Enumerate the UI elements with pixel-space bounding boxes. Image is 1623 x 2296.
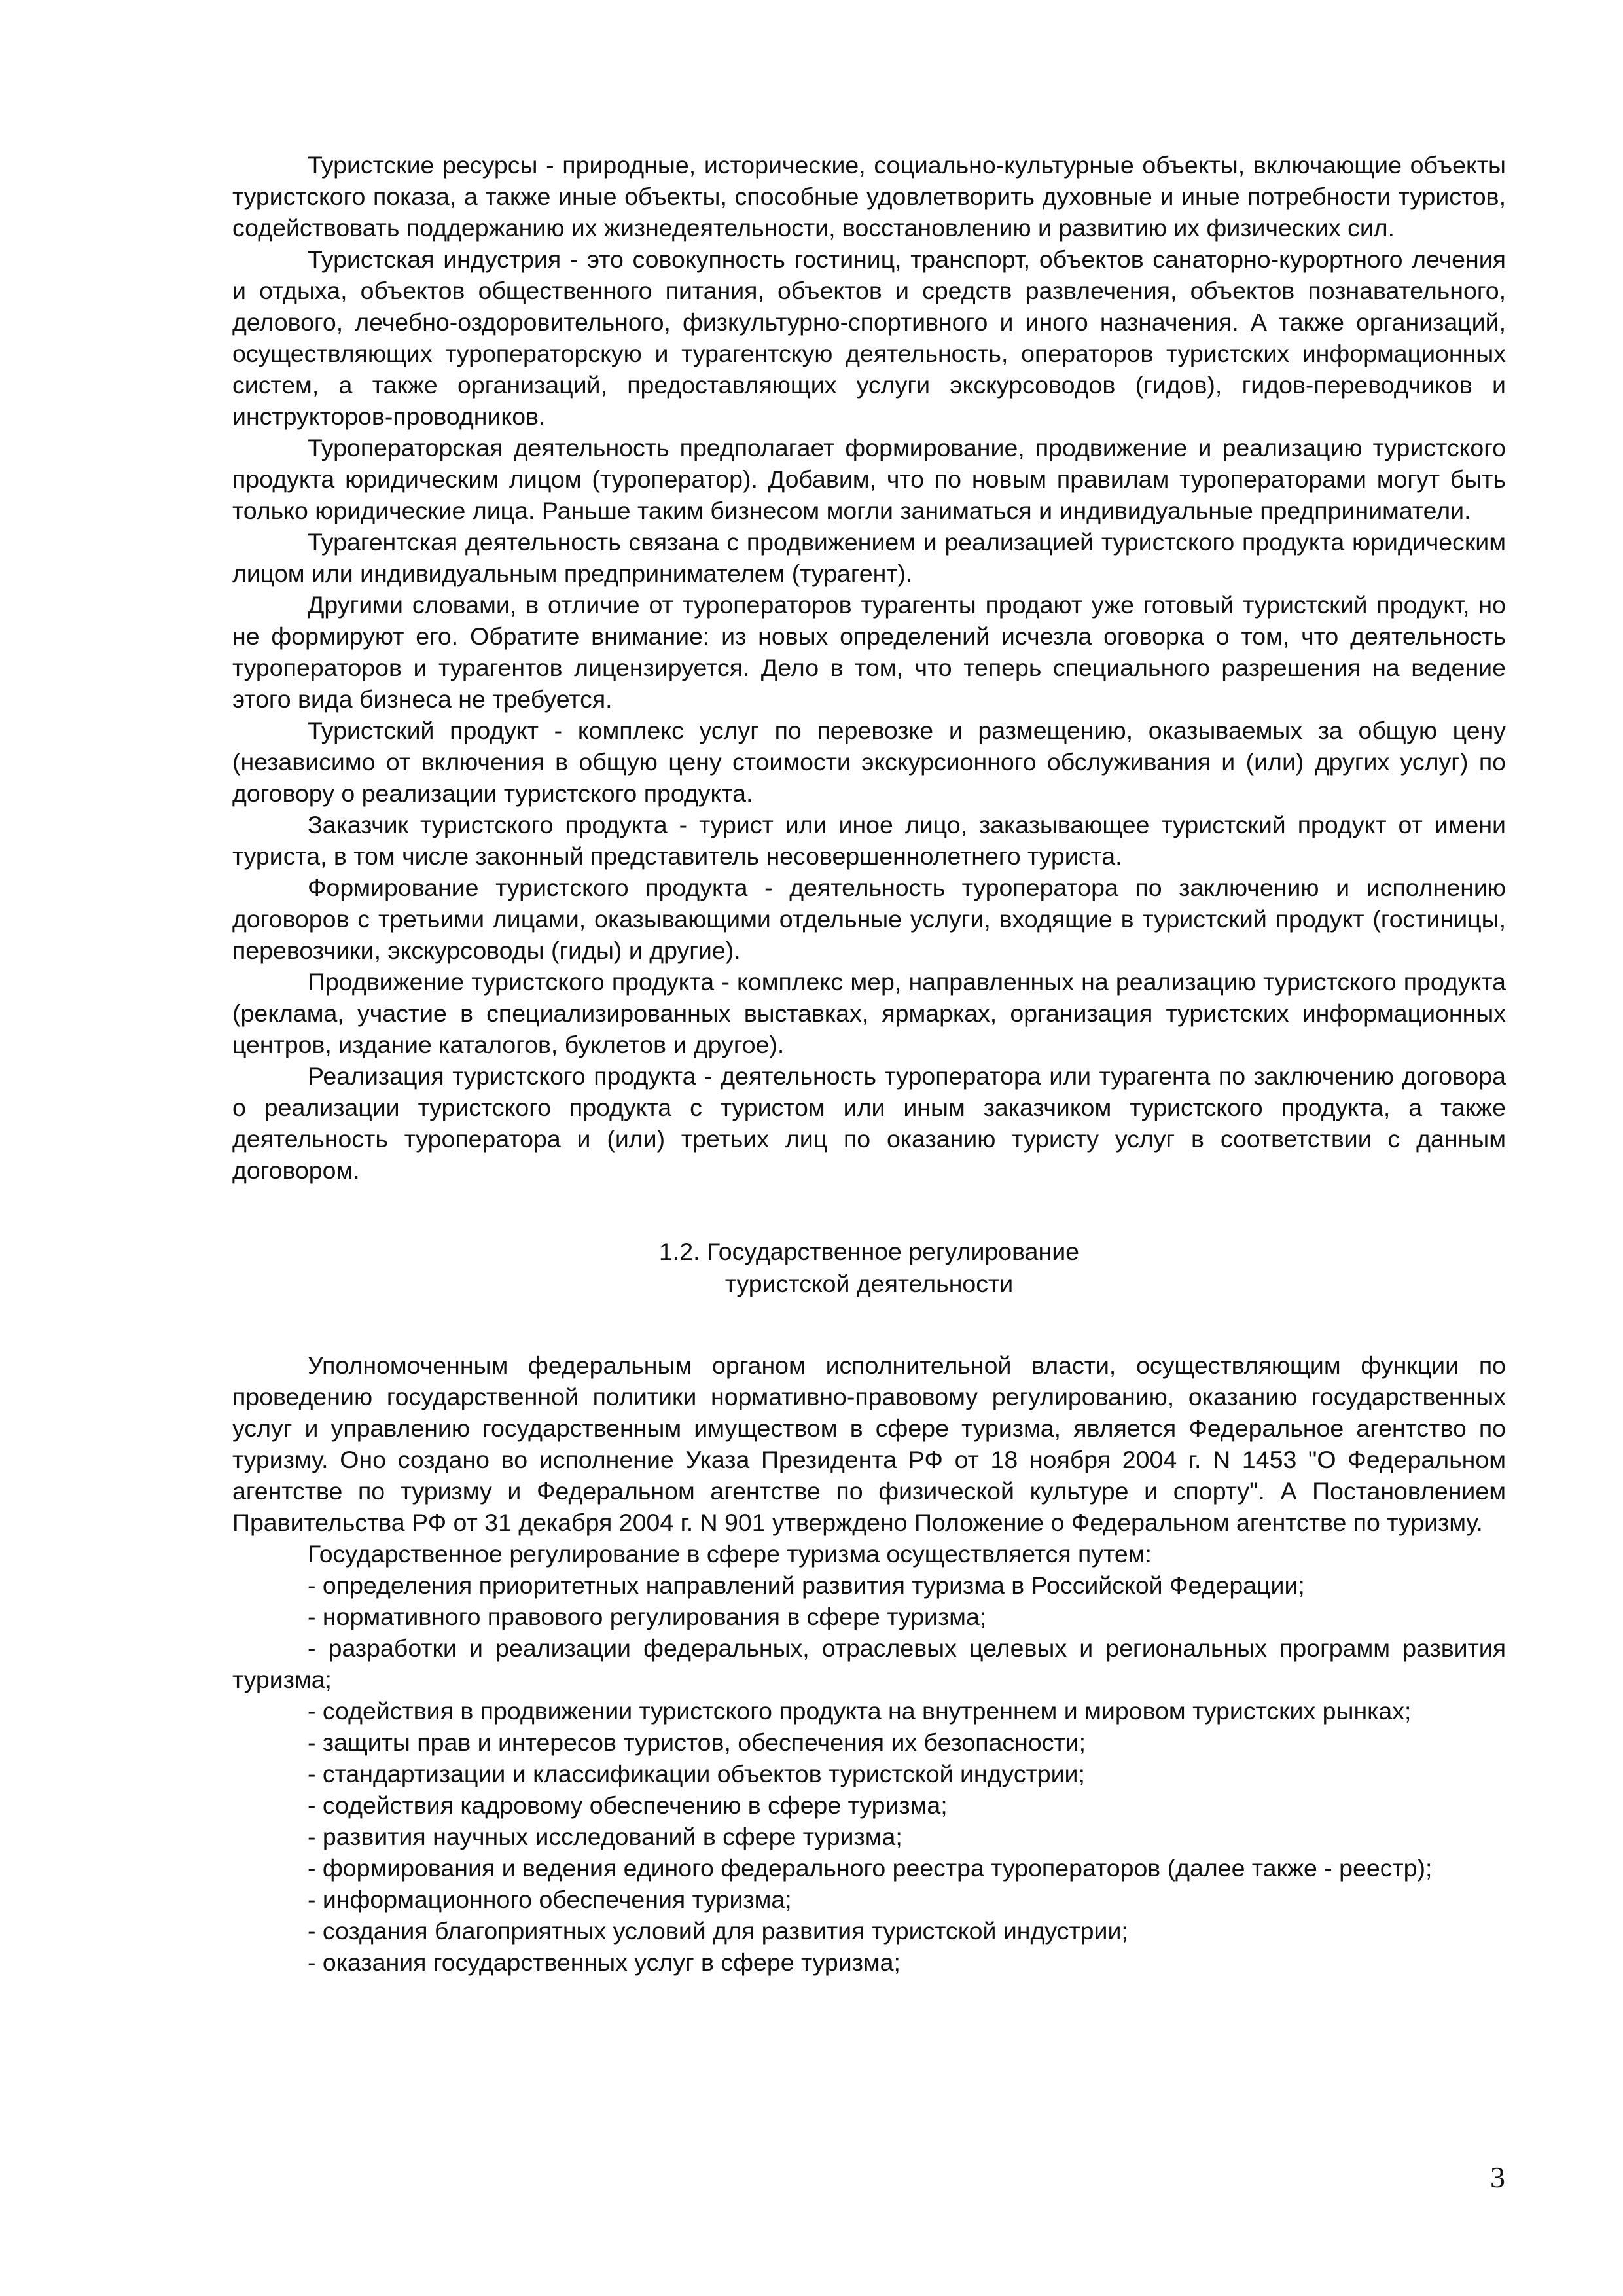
- paragraph-product-formation: Формирование туристского продукта - деятельность туроператора по заключению и исполнению договоров с третьими лицами, оказывающими отдельные услуги, входящие в туристский продукт (гостиницы, перевозчики, экскурсоводы (гиды) и другие).: [232, 874, 1506, 964]
- list-item: - информационного обеспечения туризма;: [308, 1886, 792, 1913]
- list-item: - разработки и реализации федеральных, отраслевых целевых и региональных программ развития туризма;: [232, 1634, 1506, 1693]
- list-item: - содействия в продвижении туристского продукта на внутреннем и мировом туристских рынках;: [308, 1697, 1412, 1725]
- section-heading-line-2: туристской деятельности: [724, 1270, 1014, 1297]
- list-item: - создания благоприятных условий для развития туристской индустрии;: [308, 1917, 1128, 1945]
- page-number: 3: [1490, 2161, 1505, 2194]
- paragraph-product-customer: Заказчик туристского продукта - турист или иное лицо, заказывающее туристский продукт от имени туриста, в том числе законный представитель несовершеннолетнего туриста.: [232, 811, 1506, 870]
- list-item: - содействия кадровому обеспечению в сфере туризма;: [308, 1791, 948, 1819]
- paragraph-tourist-resources: Туристские ресурсы - природные, исторические, социально-культурные объекты, включающие объекты туристского показа, а также иные объекты, способные удовлетворить духовные и иные потребности туристов, содействовать поддержанию их жизнедеятельности, восстановлению и развитию их физических сил.: [232, 151, 1506, 242]
- paragraph-tour-operator-activity: Туроператорская деятельность предполагает формирование, продвижение и реализацию туристского продукта юридическим лицом (туроператор). Добавим, что по новым правилам туроператорами могут быть только юридические лица. Раньше таким бизнесом могли заниматься и индивидуальные предприниматели.: [232, 434, 1506, 524]
- list-item: - формирования и ведения единого федерального реестра туроператоров (далее также - реестр);: [308, 1854, 1433, 1882]
- body-text-top: [232, 149, 1506, 1186]
- list-item: - оказания государственных услуг в сфере туризма;: [308, 1948, 901, 1976]
- regulation-list: [232, 1570, 1506, 1978]
- section-heading: [232, 1236, 1506, 1300]
- section-heading-line-1: 1.2. Государственное регулирование: [658, 1238, 1080, 1265]
- list-item: - защиты прав и интересов туристов, обеспечения их безопасности;: [308, 1729, 1086, 1756]
- list-item: - нормативного правового регулирования в сфере туризма;: [308, 1603, 987, 1630]
- body-text-bottom: [232, 1350, 1506, 1570]
- paragraph-tourist-product: Туристский продукт - комплекс услуг по перевозке и размещению, оказываемых за общую цену (независимо от включения в общую цену стоимости экскурсионного обслуживания и (или) других услуг) по договору о реализации туристского продукта.: [232, 717, 1506, 807]
- paragraph-travel-agent-activity: Турагентская деятельность связана с продвижением и реализацией туристского продукта юридическим лицом или индивидуальным предпринимателем (турагент).: [232, 528, 1506, 587]
- paragraph-regulation-intro: Государственное регулирование в сфере туризма осуществляется путем:: [308, 1540, 1152, 1568]
- list-item: - стандартизации и классификации объектов туристской индустрии;: [308, 1760, 1085, 1787]
- paragraph-federal-agency: Уполномоченным федеральным органом исполнительной власти, осуществляющим функции по проведению государственной политики нормативно-правовому регулированию, оказанию государственных услуг и управлению государственным имуществом в сфере туризма, является Федеральное агентство по туризму. Оно создано во исполнение Указа Президента РФ от 18 ноября 2004 г. N 1453 "О Федеральном агентстве по туризму и Федеральном агентстве по физической культуре и спорту". А Постановлением Правительства РФ от 31 декабря 2004 г. N 901 утверждено Положение о Федеральном агентстве по туризму.: [232, 1352, 1506, 1536]
- document-page: [232, 149, 1506, 1978]
- paragraph-in-other-words: Другими словами, в отличие от туроператоров турагенты продают уже готовый туристский продукт, но не формируют его. Обратите внимание: из новых определений исчезла оговорка о том, что деятельность туроператоров и турагентов лицензируется. Дело в том, что теперь специального разрешения на ведение этого вида бизнеса не требуется.: [232, 591, 1506, 713]
- list-item: - развития научных исследований в сфере туризма;: [308, 1823, 902, 1850]
- paragraph-product-promotion: Продвижение туристского продукта - комплекс мер, направленных на реализацию туристского продукта (реклама, участие в специализированных выставках, ярмарках, организация туристских информационных центров, издание каталогов, буклетов и другое).: [232, 968, 1506, 1058]
- list-item: - определения приоритетных направлений развития туризма в Российской Федерации;: [308, 1571, 1305, 1599]
- paragraph-product-sale: Реализация туристского продукта - деятельность туроператора или турагента по заключению договора о реализации туристского продукта с туристом или иным заказчиком туристского продукта, а также деятельность туроператора и (или) третьих лиц по оказанию туристу услуг в соответствии с данным договором.: [232, 1062, 1506, 1184]
- paragraph-tourist-industry: Туристская индустрия - это совокупность гостиниц, транспорт, объектов санаторно-курортного лечения и отдыха, объектов общественного питания, объектов и средств развлечения, объектов познавательного, делового, лечебно-оздоровительного, физкультурно-спортивного и иного назначения. А также организаций, осуществляющих туроператорскую и турагентскую деятельность, операторов туристских информационных систем, а также организаций, предоставляющих услуги экскурсоводов (гидов), гидов-переводчиков и инструкторов-проводников.: [232, 245, 1506, 430]
